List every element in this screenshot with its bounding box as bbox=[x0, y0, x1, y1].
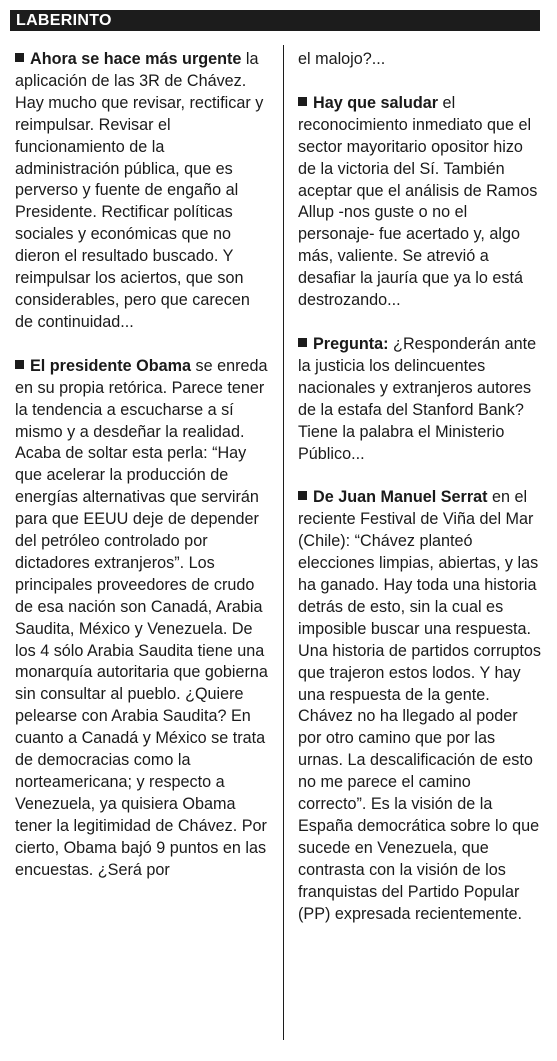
right-column bbox=[298, 49, 543, 948]
item-serrat bbox=[298, 487, 543, 925]
section-title: LABERINTO bbox=[16, 12, 112, 29]
item-lead: Hay que saludar bbox=[313, 93, 439, 112]
item-lead: Pregunta: bbox=[313, 334, 389, 353]
column-divider bbox=[283, 45, 284, 1040]
item-text: el reconocimiento inmediato que el sector mayoritario opositor hizo de la victoria del Sí. También aceptar que el análisis de Ramos Allup -nos guste o no el personaje- fue acertado y, algo más, valiente. Se atrevió a desafiar la jauría que ya lo está destrozando... bbox=[298, 93, 538, 310]
item-lead: Ahora se hace más urgente bbox=[30, 50, 242, 68]
item-lead: El presidente Obama bbox=[30, 356, 192, 375]
bullet-square-icon bbox=[298, 338, 307, 347]
bullet-square-icon bbox=[15, 53, 24, 62]
continuation-text: el malojo?... bbox=[298, 50, 386, 68]
item-pregunta bbox=[298, 334, 543, 465]
section-header bbox=[10, 10, 540, 31]
left-column bbox=[15, 49, 268, 904]
item-text: se enreda en su propia retórica. Parece tener la tendencia a escucharse a sí mismo y a desdeñar la realidad. Acaba de soltar esta perla: “Hay que acelerar la producción de energías alternativas que servirán para que EEUU deje de depender del petróleo controlado por dictadores extranjeros”. Los principales proveedores de crudo de esa nación son Canadá, Arabia Saudita, México y Venezuela. De los 4 sólo Arabia Saudita tiene una monarquía autoritaria que gobierna sin consultar al pueblo. ¿Quiere pelearse con Arabia Saudita? En cuanto a Canadá y México se trata de democracias como la norteamericana; y respecto a Venezuela, ya quisiera Obama tener la legitimidad de Chávez. Por cierto, Obama bajó 9 puntos en las encuestas. ¿Será por bbox=[15, 356, 268, 879]
item-lead: De Juan Manuel Serrat bbox=[313, 488, 488, 507]
bullet-square-icon bbox=[15, 360, 24, 369]
item-obama bbox=[15, 356, 268, 882]
item-3r-chavez bbox=[15, 49, 268, 334]
item-saludar bbox=[298, 93, 543, 312]
item-text: en el reciente Festival de Viña del Mar (Chile): “Chávez planteó elecciones limpias, abiertas, y las ha ganado. Hay toda una historia detrás de esto, sin la cual es imposible buscar una respuesta. Una historia de partidos corruptos que trajeron estos lodos. Y hay una respuesta de la gente. Chávez no ha llegado al poder por otro camino que por las urnas. La descalificación de esto no me parece el camino correcto”. Es la visión de la España democrática sobre lo que sucede en Venezuela, que contrasta con la visión de los franquistas del Partido Popular (PP) expresada recientemente. bbox=[298, 488, 541, 923]
bullet-square-icon bbox=[298, 97, 307, 106]
item-text: la aplicación de las 3R de Chávez. Hay mucho que revisar, rectificar y reimpulsar. Revisar el funcionamiento de la administración pública, que es perverso y fuente de engaño al Presidente. Rectificar políticas sociales y económicas que no dieron el resultado buscado. Y reimpulsar los aciertos, que son considerables, pero que carecen de continuidad... bbox=[15, 50, 264, 331]
item-text: ¿Responderán ante la justicia los delincuentes nacionales y extranjeros autores de la estafa del Stanford Bank? Tiene la palabra el Ministerio Público... bbox=[298, 334, 537, 463]
bullet-square-icon bbox=[298, 491, 307, 500]
